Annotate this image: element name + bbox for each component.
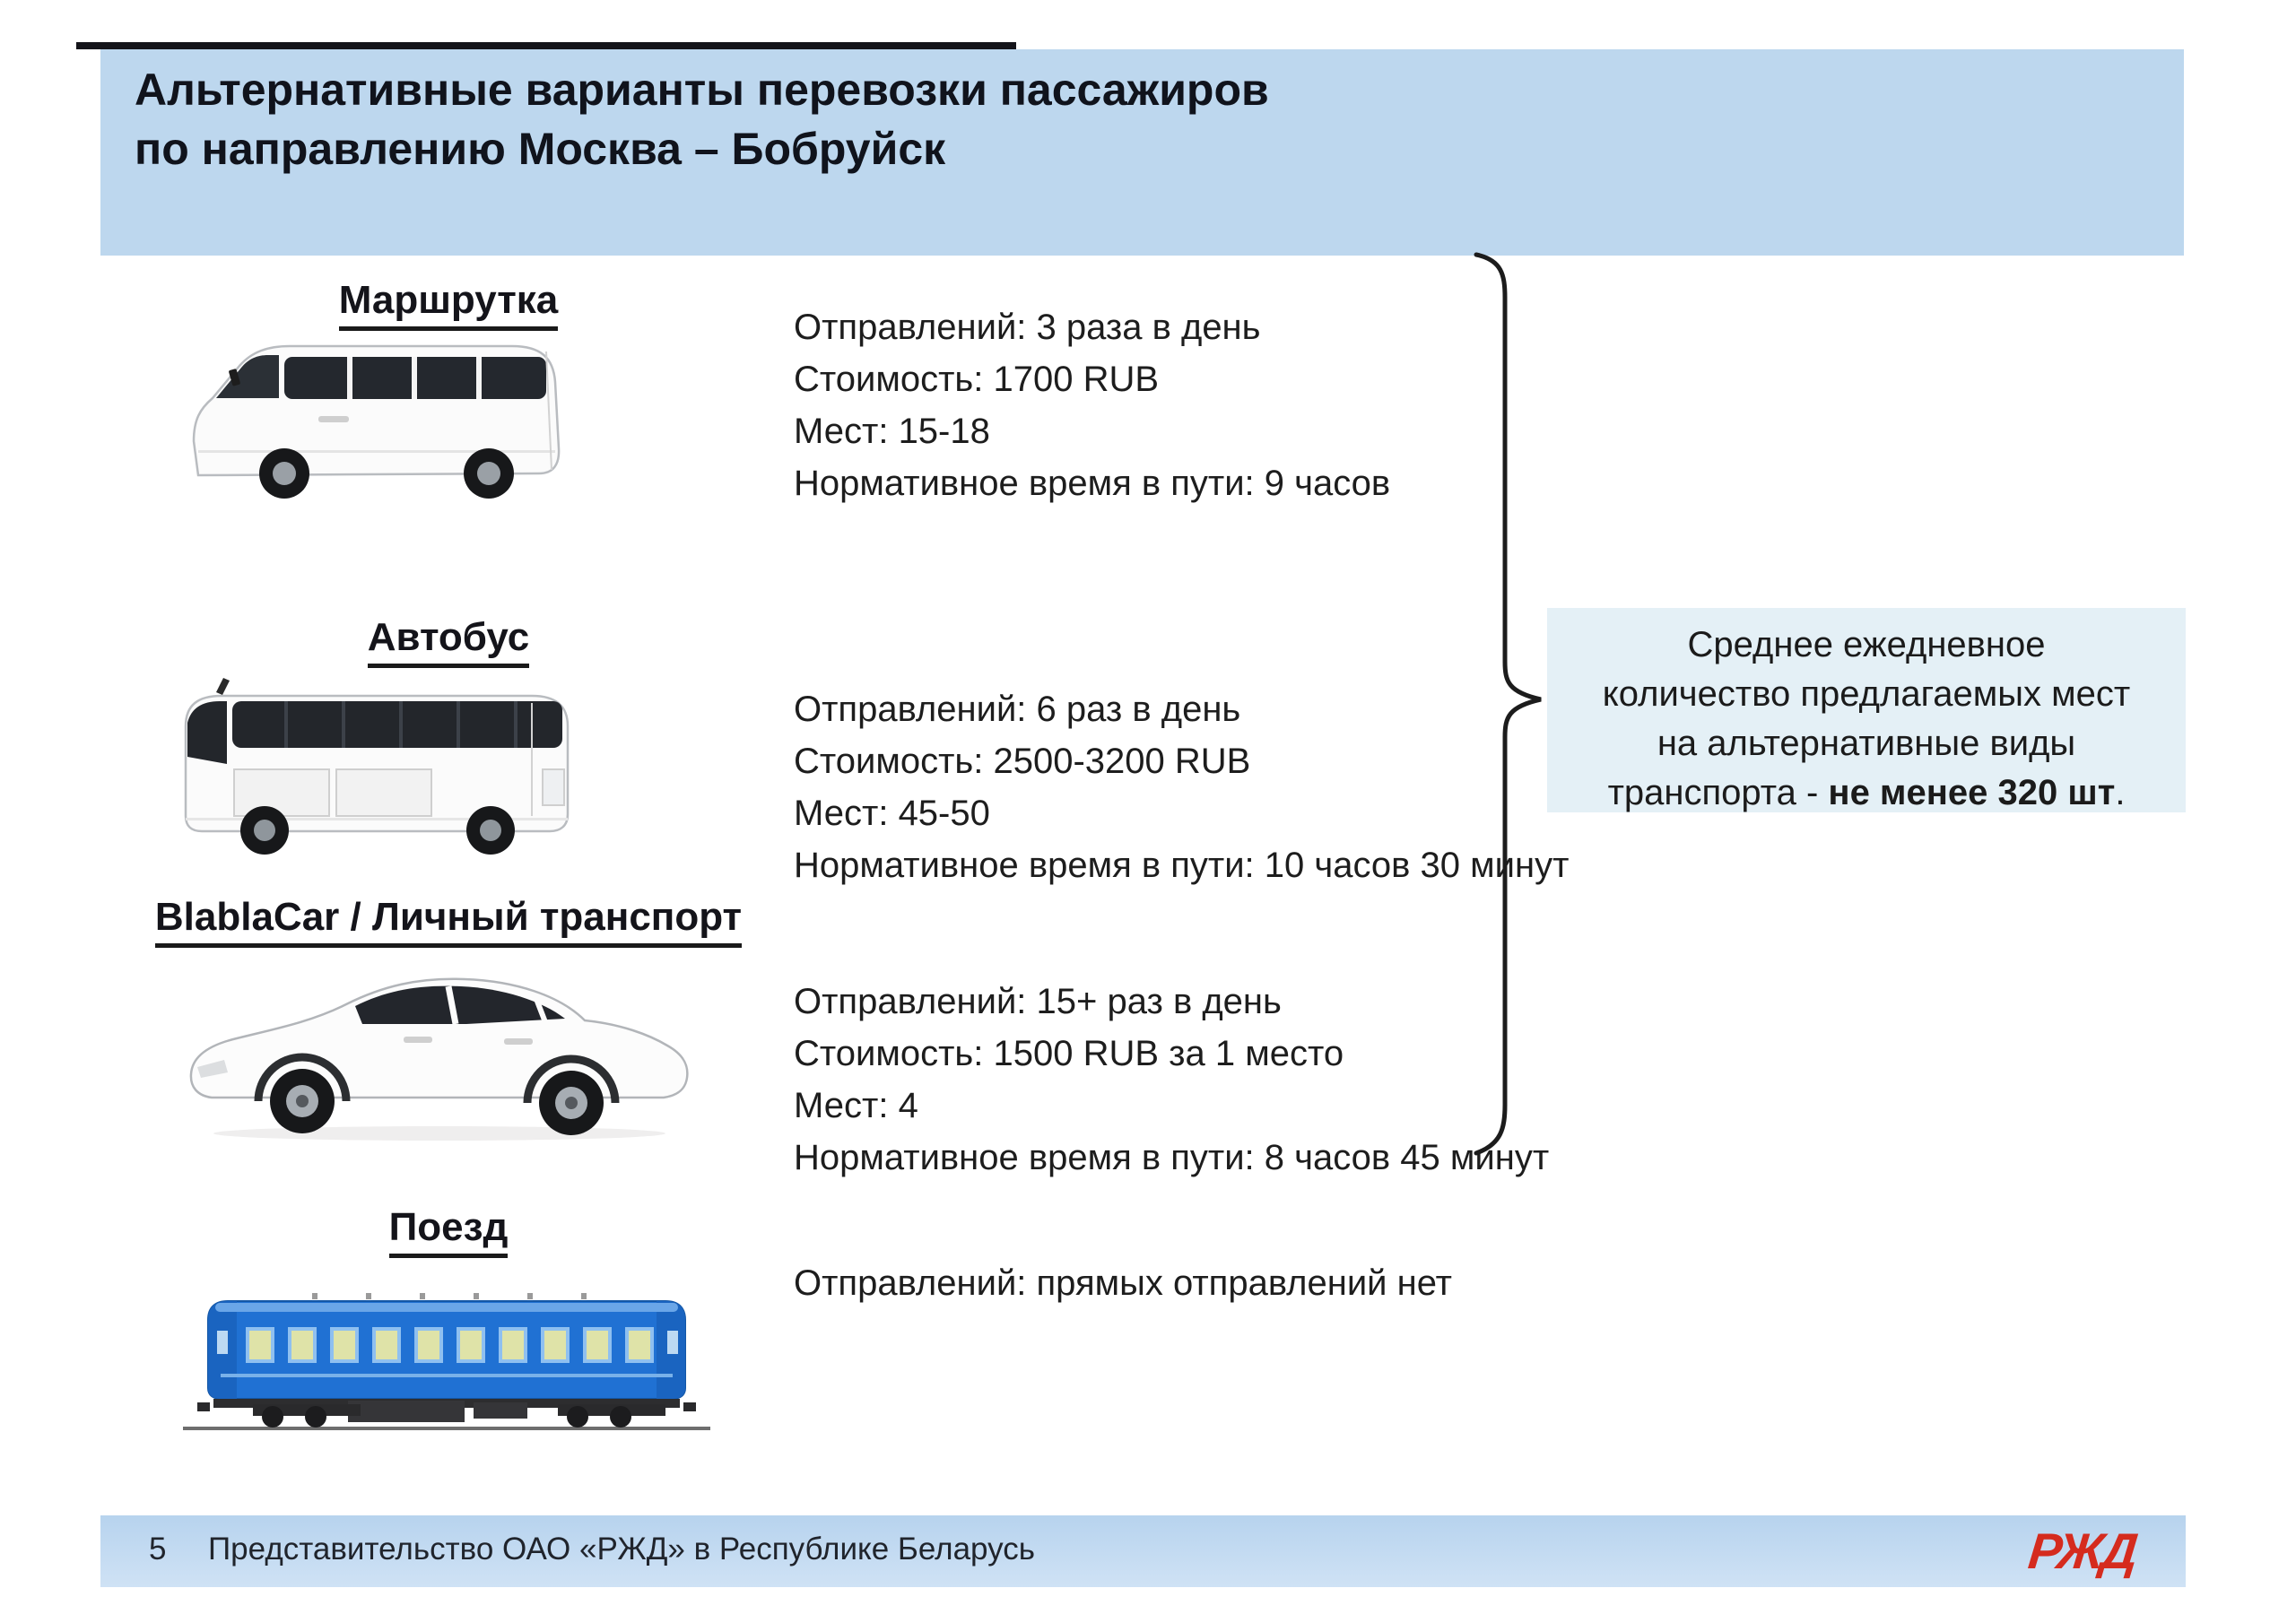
detail-line: Стоимость: 1700 RUB: [794, 360, 1160, 399]
car-icon: [179, 947, 700, 1153]
poezd-details: [794, 1257, 1452, 1309]
footer-text: Представительство ОАО «РЖД» в Республике Беларусь: [208, 1532, 1035, 1567]
curly-brace-icon: [1469, 251, 1548, 1157]
section-heading-avtobus: Автобус: [126, 615, 771, 668]
train-icon: [178, 1289, 716, 1442]
detail-line: Стоимость: 2500-3200 RUB: [794, 742, 1251, 781]
minibus-icon: [184, 316, 578, 508]
car-image: [179, 947, 700, 1153]
minibus-image: [184, 316, 578, 508]
detail-line: Отправлений: прямых отправлений нет: [794, 1263, 1452, 1303]
page-title-line1: Альтернативные варианты перевозки пассажиров: [135, 65, 1269, 115]
section-heading-poezd: Поезд: [126, 1205, 771, 1258]
detail-line: Нормативное время в пути: 8 часов 45 минут: [794, 1138, 1550, 1177]
detail-line: Мест: 15-18: [794, 412, 990, 451]
train-image: [178, 1289, 716, 1442]
summary-line: Среднее ежедневное: [1687, 625, 2046, 664]
page-title: [135, 60, 1269, 178]
page-number: 5: [149, 1532, 167, 1567]
blablacar-details: [794, 976, 1549, 1184]
detail-line: Отправлений: 3 раза в день: [794, 308, 1261, 347]
summary-line: транспорта - не менее 320 шт.: [1607, 773, 2126, 812]
detail-line: Мест: 4: [794, 1086, 918, 1125]
section-heading-marshrutka: Маршрутка: [126, 278, 771, 331]
summary-line: количество предлагаемых мест: [1602, 674, 2131, 714]
slide-header: [100, 49, 2184, 256]
summary-highlight: не менее 320 шт: [1828, 773, 2116, 812]
detail-line: Стоимость: 1500 RUB за 1 место: [794, 1034, 1344, 1073]
bus-icon: [175, 664, 578, 856]
rzd-logo: РЖД: [2025, 1523, 2138, 1579]
detail-line: Нормативное время в пути: 9 часов: [794, 464, 1391, 503]
detail-line: Мест: 45-50: [794, 794, 990, 833]
page-title-line2: по направлению Москва – Бобруйск: [135, 124, 946, 174]
summary-line: на альтернативные виды: [1657, 724, 2076, 763]
scan-line-artifact: [76, 42, 1016, 49]
bus-image: [175, 664, 578, 856]
curly-brace: [1469, 251, 1548, 1157]
detail-line: Отправлений: 15+ раз в день: [794, 982, 1282, 1021]
detail-line: Нормативное время в пути: 10 часов 30 минут: [794, 846, 1570, 885]
marshrutka-details: [794, 301, 1390, 509]
section-heading-blablacar: BlablaCar / Личный транспорт: [54, 895, 843, 948]
summary-box: [1547, 608, 2186, 812]
avtobus-details: [794, 683, 1569, 891]
detail-line: Отправлений: 6 раз в день: [794, 690, 1241, 729]
